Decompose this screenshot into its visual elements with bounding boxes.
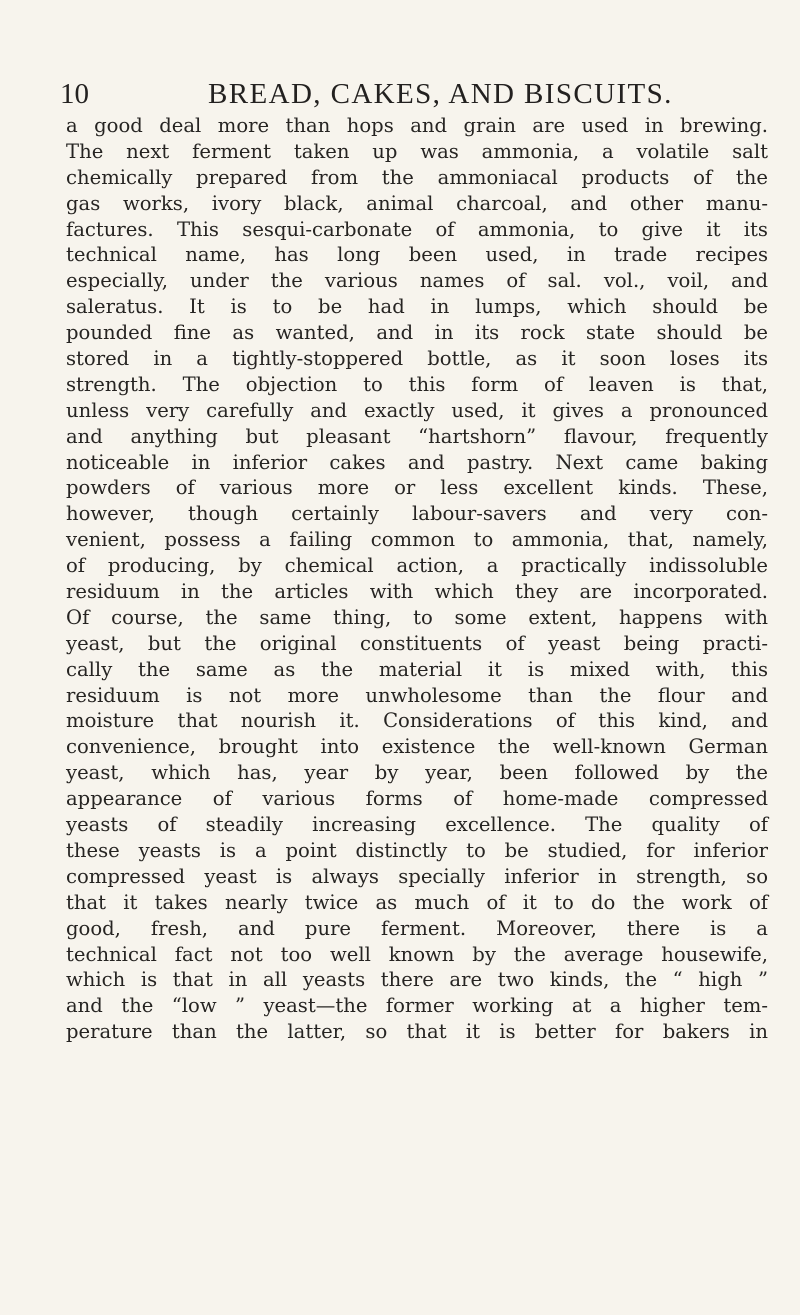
text-line: a good deal more than hops and grain are used in brewing. [66, 114, 768, 137]
text-line: compressed yeast is always specially inferior in strength, so [66, 864, 768, 888]
text-line: technical name, has long been used, in trade recipes [66, 243, 768, 267]
text-line: yeasts of steadily increasing excellence. The quality of [66, 813, 768, 837]
text-line: that it takes nearly twice as much of it to do the work of [66, 890, 768, 914]
text-line: moisture that nourish it. Considerations of this kind, and [66, 709, 768, 733]
text-line: saleratus. It is to be had in lumps, which should be [66, 295, 768, 319]
text-line: convenience, brought into existence the well-known German [66, 735, 768, 759]
text-line: gas works, ivory black, animal charcoal, and other manu- [66, 191, 768, 215]
text-line: residuum is not more unwholesome than the flour and [66, 683, 768, 707]
text-line: stored in a tightly-stoppered bottle, as it soon loses its [66, 347, 768, 371]
text-line: strength. The objection to this form of leaven is that, [66, 372, 768, 396]
text-line: which is that in all yeasts there are two kinds, the “ high ” [66, 968, 768, 992]
text-line: noticeable in inferior cakes and pastry. Next came baking [66, 450, 768, 474]
text-line: of producing, by chemical action, a practically indissoluble [66, 554, 768, 578]
text-line: Of course, the same thing, to some extent, happens with [66, 605, 768, 629]
text-line: especially, under the various names of sal. vol., voil, and [66, 269, 768, 293]
text-line: cally the same as the material it is mixed with, this [66, 657, 768, 681]
text-line: these yeasts is a point distinctly to be studied, for inferior [66, 838, 768, 862]
text-line: factures. This sesqui-carbonate of ammonia, to give it its [66, 217, 768, 241]
text-line: good, fresh, and pure ferment. Moreover, there is a [66, 916, 768, 940]
text-line: unless very carefully and exactly used, it gives a pronounced [66, 398, 768, 422]
page-number: 10 [60, 78, 89, 110]
text-line: pounded fine as wanted, and in its rock state should be [66, 321, 768, 345]
text-line: and anything but pleasant “hartshorn” flavour, frequently [66, 424, 768, 448]
text-line: however, though certainly labour-savers and very con- [66, 502, 768, 526]
running-title: BREAD, CAKES, AND BISCUITS. [208, 78, 673, 110]
running-head [60, 77, 760, 111]
text-line: powders of various more or less excellent kinds. These, [66, 476, 768, 500]
text-line: residuum in the articles with which they are incorporated. [66, 580, 768, 604]
text-line: and the “low ” yeast—the former working at a higher tem- [66, 994, 768, 1018]
text-line: perature than the latter, so that it is better for bakers in [66, 1020, 768, 1044]
body-paragraph [66, 113, 768, 1045]
text-line: venient, possess a failing common to ammonia, that, namely, [66, 528, 768, 552]
text-line: chemically prepared from the ammoniacal products of the [66, 165, 768, 189]
text-line: appearance of various forms of home-made compressed [66, 787, 768, 811]
text-line: yeast, which has, year by year, been followed by the [66, 761, 768, 785]
text-line: technical fact not too well known by the average housewife, [66, 942, 768, 966]
text-line: yeast, but the original constituents of yeast being practi- [66, 631, 768, 655]
text-line: The next ferment taken up was ammonia, a volatile salt [66, 139, 768, 163]
